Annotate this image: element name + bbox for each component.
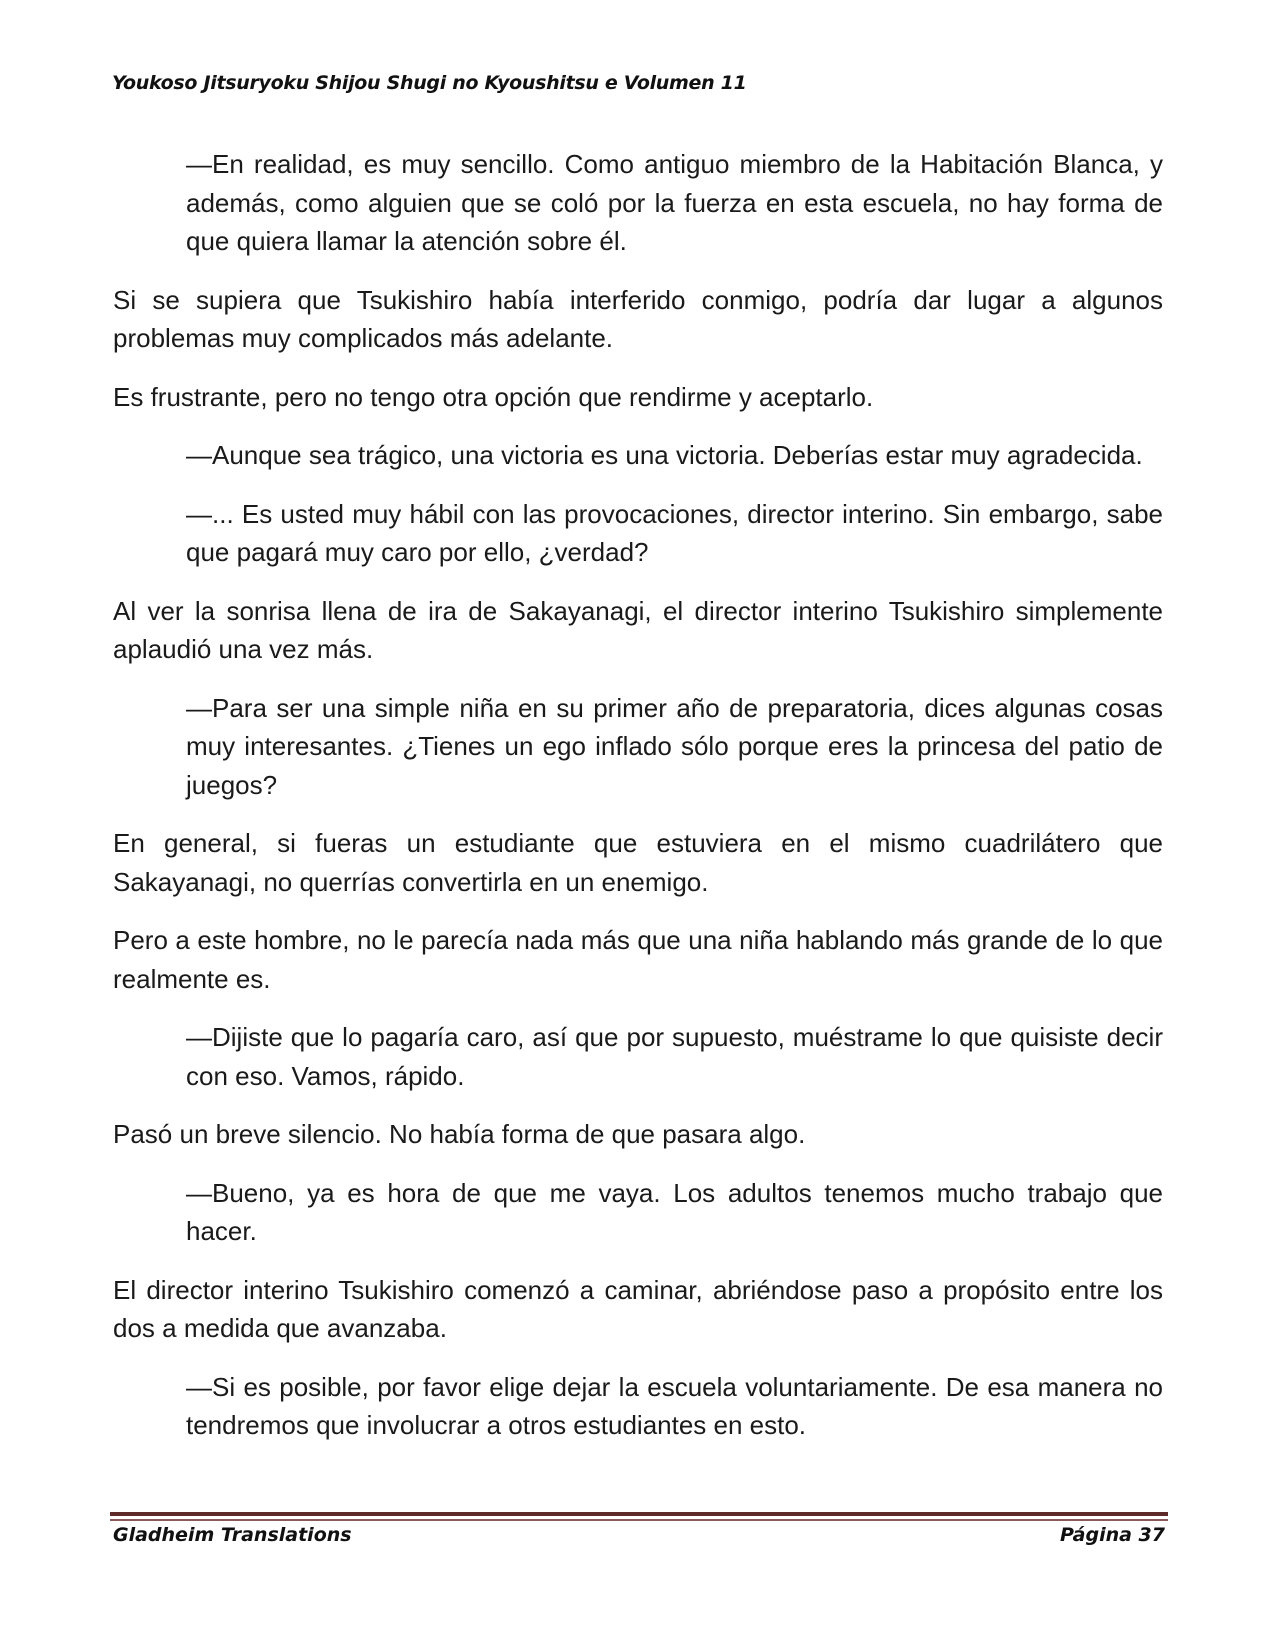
narration-paragraph: Es frustrante, pero no tengo otra opción que rendirme y aceptarlo.: [113, 381, 874, 412]
dialogue-paragraph: —Si es posible, por favor elige dejar la escuela voluntariamente. De esa manera no tendremos que involucrar a otros estudiantes en esto.: [186, 1371, 1163, 1440]
dialogue-paragraph: —Para ser una simple niña en su primer año de preparatoria, dices algunas cosas muy interesantes. ¿Tienes un ego inflado sólo porque eres la princesa del patio de juegos?: [186, 692, 1163, 800]
dialogue-paragraph: —En realidad, es muy sencillo. Como antiguo miembro de la Habitación Blanca, y además, como alguien que se coló por la fuerza en esta escuela, no hay forma de que quiera llamar la atención sobre él.: [186, 149, 1163, 256]
page-body: [113, 145, 1163, 1465]
footer-divider-thick: [110, 1512, 1168, 1516]
dialogue-paragraph: —Aunque sea trágico, una victoria es una victoria. Deberías estar muy agradecida.: [186, 440, 1143, 470]
page-header-title: Youkoso Jitsuryoku Shijou Shugi no Kyoushitsu e Volumen 11: [112, 72, 747, 94]
narration-paragraph: Si se supiera que Tsukishiro había interferido conmigo, podría dar lugar a algunos problemas muy complicados más adelante.: [113, 284, 1163, 353]
narration-paragraph: Pero a este hombre, no le parecía nada más que una niña hablando más grande de lo que realmente es.: [113, 925, 1163, 994]
footer-page-number: Página 37: [1059, 1524, 1165, 1546]
dialogue-paragraph: —Dijiste que lo pagaría caro, así que por supuesto, muéstrame lo que quisiste decir con eso. Vamos, rápido.: [186, 1022, 1163, 1091]
narration-paragraph: Al ver la sonrisa llena de ira de Sakayanagi, el director interino Tsukishiro simplemente aplaudió una vez más.: [113, 595, 1163, 664]
dialogue-paragraph: —... Es usted muy hábil con las provocaciones, director interino. Sin embargo, sabe que pagará muy caro por ello, ¿verdad?: [186, 498, 1163, 567]
narration-paragraph: En general, si fueras un estudiante que estuviera en el mismo cuadrilátero que Sakayanagi, no querrías convertirla en un enemigo.: [113, 828, 1163, 897]
dialogue-paragraph: —Bueno, ya es hora de que me vaya. Los adultos tenemos mucho trabajo que hacer.: [186, 1177, 1163, 1246]
footer-divider-thin: [110, 1519, 1168, 1521]
footer-publisher: Gladheim Translations: [113, 1524, 352, 1546]
narration-paragraph: El director interino Tsukishiro comenzó a caminar, abriéndose paso a propósito entre los dos a medida que avanzaba.: [113, 1274, 1163, 1343]
narration-paragraph: Pasó un breve silencio. No había forma de que pasara algo.: [113, 1119, 806, 1149]
